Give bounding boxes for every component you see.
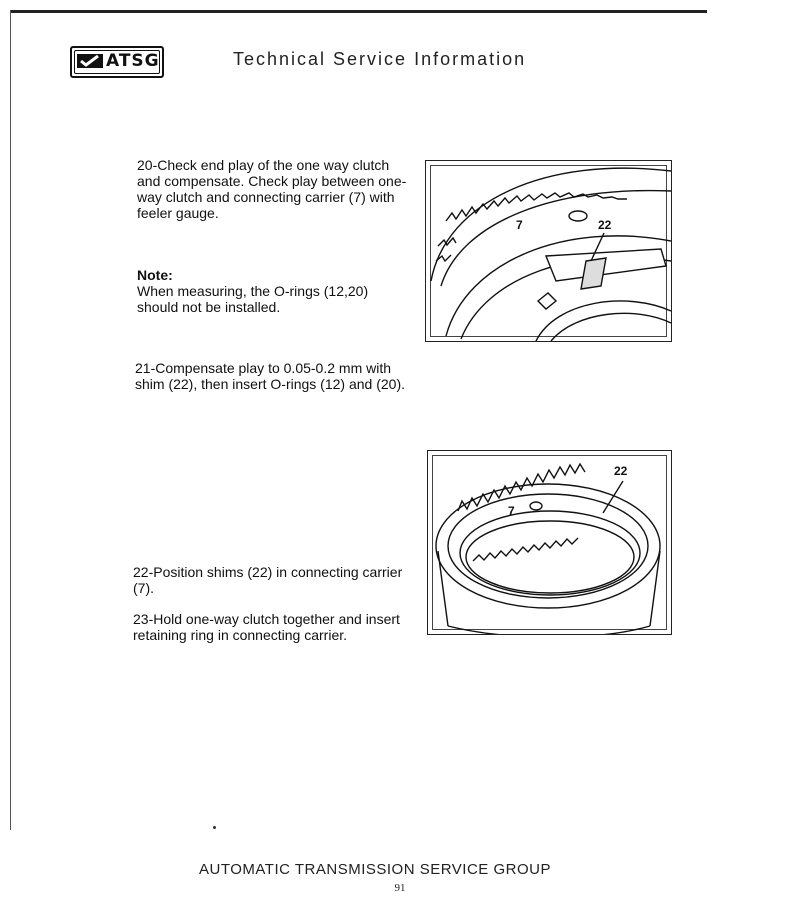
step-22-text: 22-Position shims (22) in connecting carrier (7). — [133, 564, 403, 596]
top-border-rule — [10, 10, 707, 13]
note-heading: Note: — [137, 267, 173, 283]
note-text: When measuring, the O-rings (12,20) should not be installed. — [137, 283, 369, 315]
stray-mark — [213, 826, 216, 829]
note-block — [137, 267, 409, 315]
step-20-text: 20-Check end play of the one way clutch and compensate. Check play between one-way clutch and connecting carrier (7) with feeler gauge. — [137, 157, 407, 221]
figure-feeler-gauge — [425, 160, 672, 342]
checkmark-icon — [76, 51, 104, 71]
atsg-logo — [70, 46, 164, 78]
clutch-illustration-1 — [426, 161, 671, 341]
step-21-text: 21-Compensate play to 0.05-0.2 mm with shim (22), then insert O-rings (12) and (20). — [135, 360, 405, 392]
callout-22: 22 — [614, 464, 628, 478]
callout-7: 7 — [516, 218, 523, 232]
page-title: Technical Service Information — [233, 49, 527, 69]
footer-group-name: AUTOMATIC TRANSMISSION SERVICE GROUP — [199, 861, 551, 878]
page-number: 91 — [394, 882, 406, 894]
clutch-illustration-2 — [428, 451, 671, 634]
left-border-rule — [10, 10, 11, 830]
logo-text: ATSG — [106, 51, 160, 71]
callout-7: 7 — [508, 504, 515, 518]
figure-shim-position — [427, 450, 672, 635]
callout-22: 22 — [598, 218, 612, 232]
step-23-text: 23-Hold one-way clutch together and insert retaining ring in connecting carrier. — [133, 611, 400, 643]
